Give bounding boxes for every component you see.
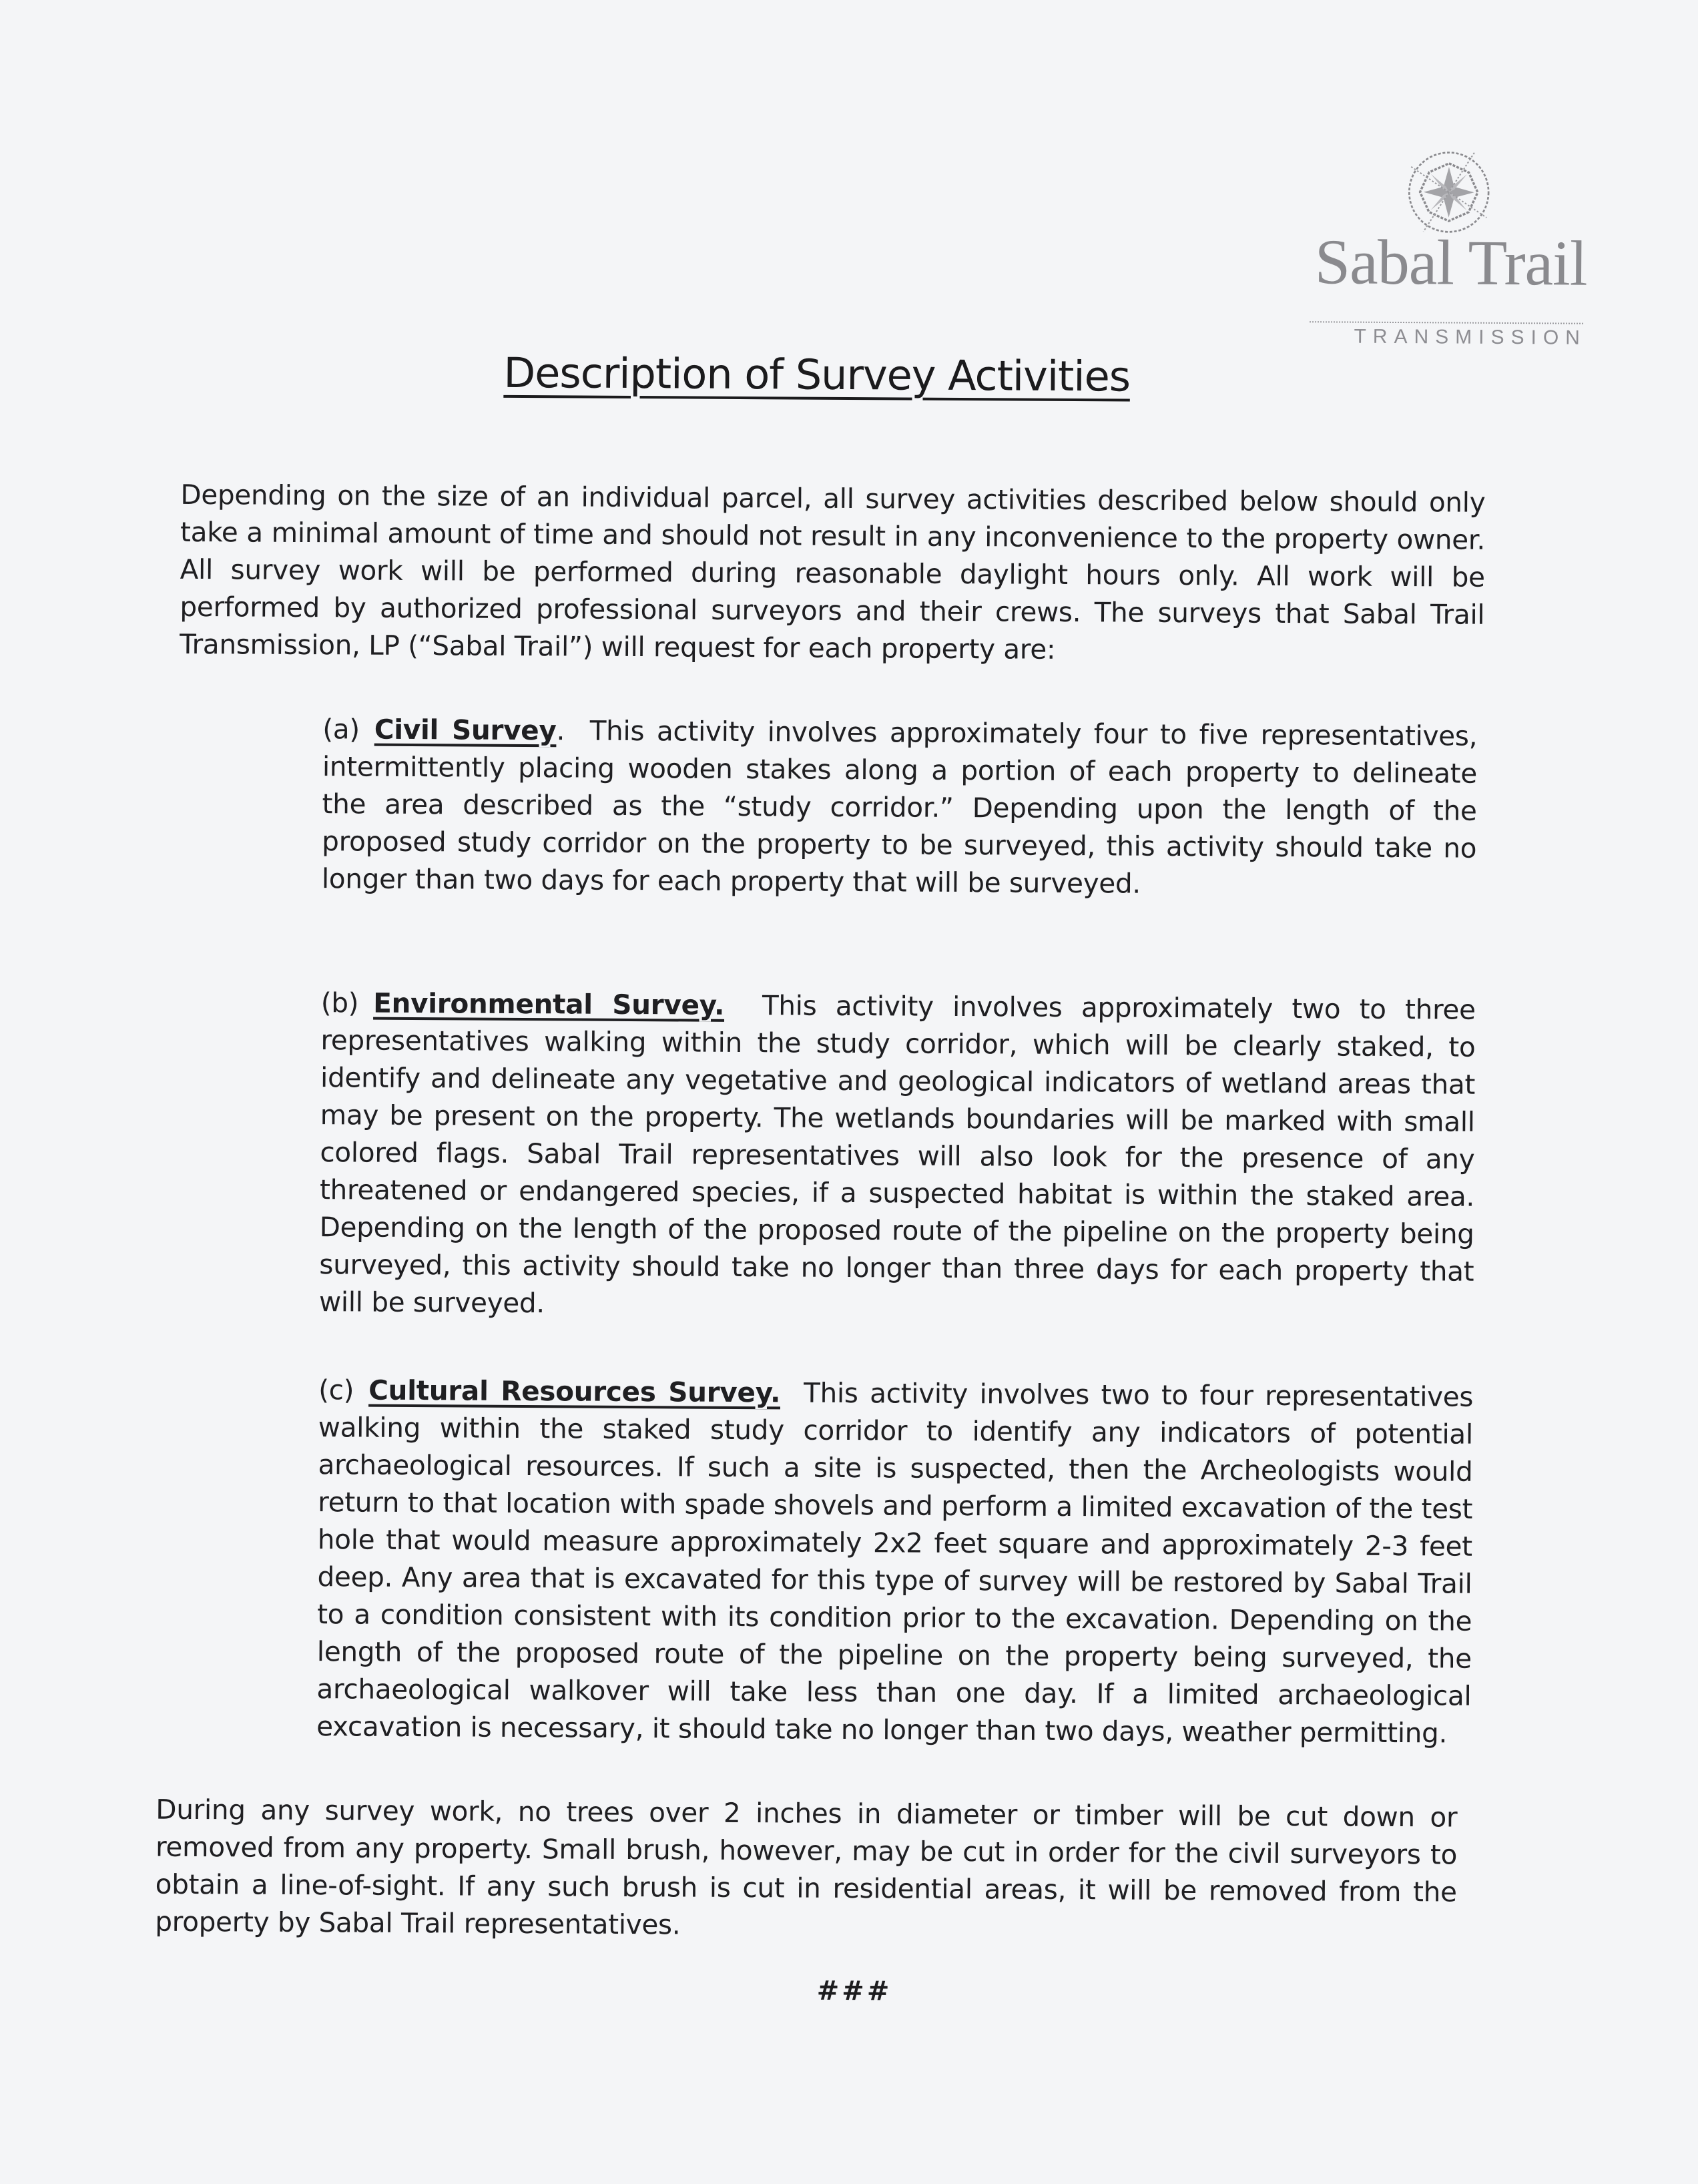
logo-wordmark: Sabal Trail	[1314, 226, 1587, 299]
item-label: (a)	[322, 712, 360, 746]
item-label: (b)	[320, 986, 359, 1019]
survey-item-civil	[322, 710, 1478, 904]
end-mark: ###	[816, 1975, 892, 2007]
item-body: This activity involves two to four representatives walking within the staked study corridor to identify any indicators of potential archaeological resources. If such a site is suspected, then the Archeologists would return to that location with spade shovels and perform a limited excavation of the test hole that would measure approximately 2x2 feet square and approximately 2-3 feet deep. Any area that is excavated for this type of survey will be restored by Sabal Trail to a condition consistent with its condition prior to the excavation. Depending on the length of the proposed route of the pipeline on the property being surveyed, the archaeological walkover will take less than one day. If a limited archaeological excavation is necessary, it should take no longer than two days, weather permitting.	[316, 1376, 1474, 1749]
survey-item-cultural	[316, 1371, 1473, 1752]
item-body: This activity involves approximately four to five representatives, intermittently placing wooden stakes along a portion of each property to delineate the area described as the “study corridor.” Depending upon the length of the proposed study corridor on the property to be surveyed, this activity should take no longer than two days for each property that will be surveyed.	[321, 714, 1478, 900]
company-logo	[1306, 146, 1588, 349]
survey-item-environmental	[319, 984, 1476, 1328]
item-body: This activity involves approximately two to three representatives walking within the study corridor, which will be clearly staked, to identify and delineate any vegetative and geological indicators of wetland areas that may be present on the property. The wetlands boundaries will be marked with small colored flags. Sabal Trail representatives will also look for the presence of any threatened or endangered species, if a suspected habitat is within the staked area. Depending on the length of the proposed route of the pipeline on the property being surveyed, this activity should take no longer than three days for each property that will be surveyed.	[318, 989, 1476, 1319]
logo-subtitle: TRANSMISSION	[1354, 325, 1587, 349]
item-heading: Civil Survey	[374, 713, 557, 746]
compass-rose-icon	[1404, 147, 1494, 238]
item-label: (c)	[318, 1373, 354, 1406]
closing-paragraph: During any survey work, no trees over 2 inches in diameter or timber will be cut down or removed from any property. Small brush, however, may be cut in order for the civil surveyors to obtain a line-of-sight. If any such brush is cut in residential areas, it will be removed from the property by Sabal Trail representatives.	[155, 1793, 1458, 1940]
item-heading: Environmental Survey.	[373, 987, 725, 1021]
intro-paragraph: Depending on the size of an individual parcel, all survey activities described below should only take a minimal amount of time and should not result in any inconvenience to the property owner. All survey work will be performed during reasonable daylight hours only. All work will be performed by authorized professional surveyors and their crews. The surveys that Sabal Trail Transmission, LP (“Sabal Trail”) will request for each property are:	[179, 478, 1486, 665]
page-title: Description of Survey Activities	[503, 348, 1131, 401]
item-heading-punct: .	[556, 714, 565, 746]
item-heading: Cultural Resources Survey.	[368, 1374, 781, 1408]
logo-divider	[1310, 321, 1583, 324]
